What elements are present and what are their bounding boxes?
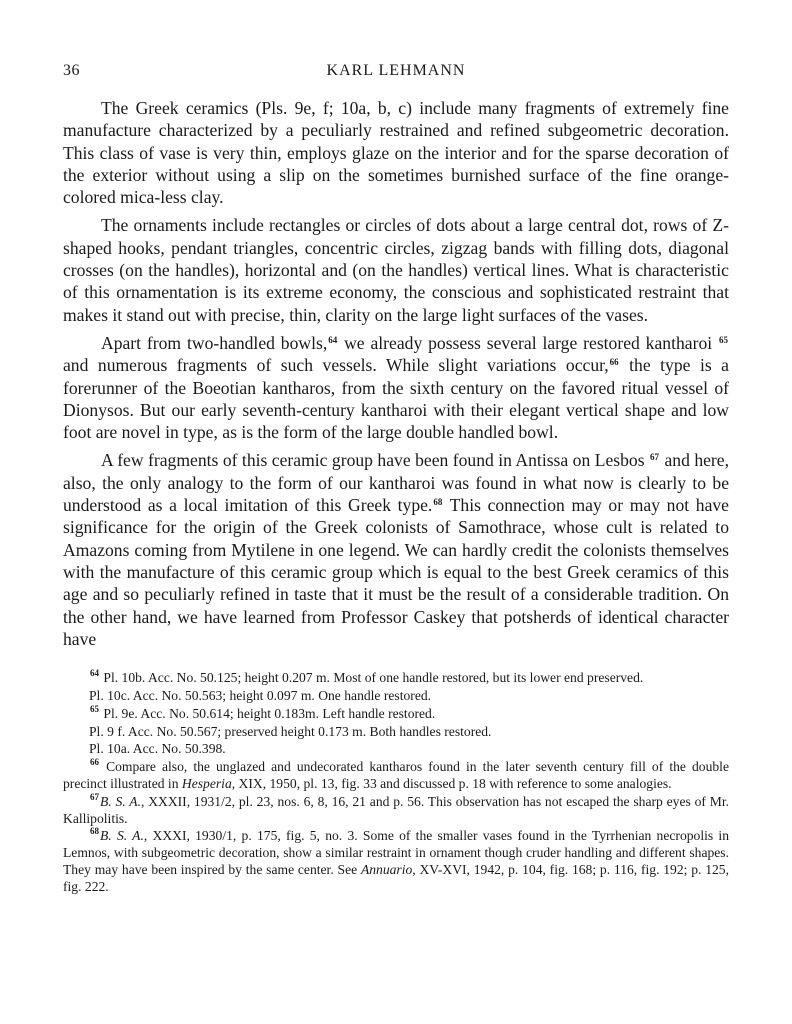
paragraph-3 — [63, 332, 729, 443]
footnote-text: Pl. 10b. Acc. No. 50.125; height 0.207 m. Most of one handle restored, but its lower end preserved. — [100, 670, 644, 686]
footnote-number: 66 — [90, 757, 99, 768]
text-span: we already possess several large restored kantharoi — [338, 332, 718, 353]
paragraph-4 — [63, 449, 729, 650]
footnote-ref-64: 64 — [328, 334, 338, 345]
running-header — [63, 58, 729, 86]
page-number: 36 — [63, 62, 80, 79]
footnote-65-line-2: Pl. 9 f. Acc. No. 50.567; preserved height 0.173 m. Both handles restored. — [89, 723, 492, 739]
text-span: and numerous fragments of such vessels. While slight variations occur, — [63, 355, 609, 376]
running-title: KARL LEHMANN — [326, 62, 466, 79]
footnote-text: , XIX, 1950, pl. 13, fig. 33 and discussed p. 18 with reference to some analogies. — [231, 775, 672, 791]
journal-title: Annuario — [360, 861, 413, 877]
footnote-text: , XV-XVI, 1942, p. 104, fig. 168; p. 116, fig. 192; p. 125, fig. 222. — [63, 861, 729, 894]
journal-title: Hesperia — [181, 775, 232, 791]
text-span: Apart from two-handled bowls, — [101, 332, 328, 353]
page — [63, 58, 729, 896]
journal-title: B. S. A. — [100, 793, 141, 809]
footnote-number: 67 — [90, 791, 99, 802]
footnote-64-line-2: Pl. 10c. Acc. No. 50.563; height 0.097 m. One handle restored. — [89, 687, 432, 703]
footnote-ref-68: 68 — [433, 497, 443, 508]
journal-title: B. S. A. — [100, 828, 144, 844]
text-span: the type is a forerunner of the Boeotian kantharos, from the sixth century on the favored ritual vessel of Dionysos. But our early seventh-century kantharoi with their elegant vertical shape and low foot are novel in type, as is the form of the large double handled bowl. — [63, 355, 729, 443]
footnote-text: Compare also, the unglazed and undecorated kantharos found in the later seventh century fill of the double precinct illustrated in — [63, 759, 729, 791]
footnote-number: 65 — [90, 703, 99, 714]
footnote-text: Pl. 9e. Acc. No. 50.614; height 0.183m. Left handle restored. — [100, 705, 436, 721]
text-span: and here, also, the only analogy to the form of our kantharoi was found in what now is clearly to be understood as a local imitation of this Greek type. — [63, 450, 729, 516]
paragraph-1: The Greek ceramics (Pls. 9e, f; 10a, b, c) include many fragments of extremely fine manufacture characterized by a peculiarly restrained and refined subgeometric decoration. This class of vase is very thin, employs glaze on the interior and for the sparse decoration of the exterior without using a slip on the sometimes burnished surface of the fine orange-colored mica-less clay. — [63, 98, 729, 208]
footnote-ref-65: 65 — [719, 334, 728, 345]
footnote-ref-66: 66 — [609, 357, 619, 368]
footnotes — [63, 670, 729, 895]
paragraph-2: The ornaments include rectangles or circles of dots about a large central dot, rows of Z-shaped hooks, pendant triangles, concentric circles, zigzag bands with filling dots, diagonal crosses (on the handles), horizontal and (on the handles) vertical lines. What is characteristic of this ornamentation is its extreme economy, the conscious and sophisticated restraint that makes it stand out with precise, thin, clarity on the large light surfaces of the vases. — [63, 215, 729, 325]
footnote-65-line-3: Pl. 10a. Acc. No. 50.398. — [89, 741, 226, 757]
footnote-67 — [63, 791, 729, 828]
footnote-65 — [63, 703, 729, 723]
footnote-64 — [63, 670, 729, 687]
text-span: This connection may or may not have significance for the origin of the Greek colonists of Samothrace, whose cult is related to Amazons coming from Mytilene in one legend. We can hardly credit the colonists themselves with the manufacture of this ceramic group which is equal to the best Greek ceramics of this age and so peculiarly refined in taste that it must be the result of a considerable tradition. On the other hand, we have learned from Professor Caskey that potsherds of identical character have — [63, 495, 729, 649]
footnote-number: 68 — [90, 826, 99, 837]
footnote-text: , XXXI, 1930/1, p. 175, fig. 5, no. 3. Some of the smaller vases found in the Tyrrhenian necropolis in Lemnos, with subgeometric decoration, show a similar restraint in ornament though cruder handling and different shapes. They may have been inspired by the same center. See — [63, 828, 729, 877]
footnote-ref-67: 67 — [650, 452, 660, 463]
footnote-66 — [63, 759, 729, 793]
text-span: A few fragments of this ceramic group have been found in Antissa on Lesbos — [101, 450, 650, 471]
main-text — [63, 97, 729, 650]
footnote-number: 64 — [90, 668, 99, 679]
footnote-text: , XXXII, 1931/2, pl. 23, nos. 6, 8, 16, 21 and p. 56. This observation has not escaped the sharp eyes of Mr. Kallipolitis. — [63, 793, 729, 826]
footnote-68 — [63, 828, 729, 895]
